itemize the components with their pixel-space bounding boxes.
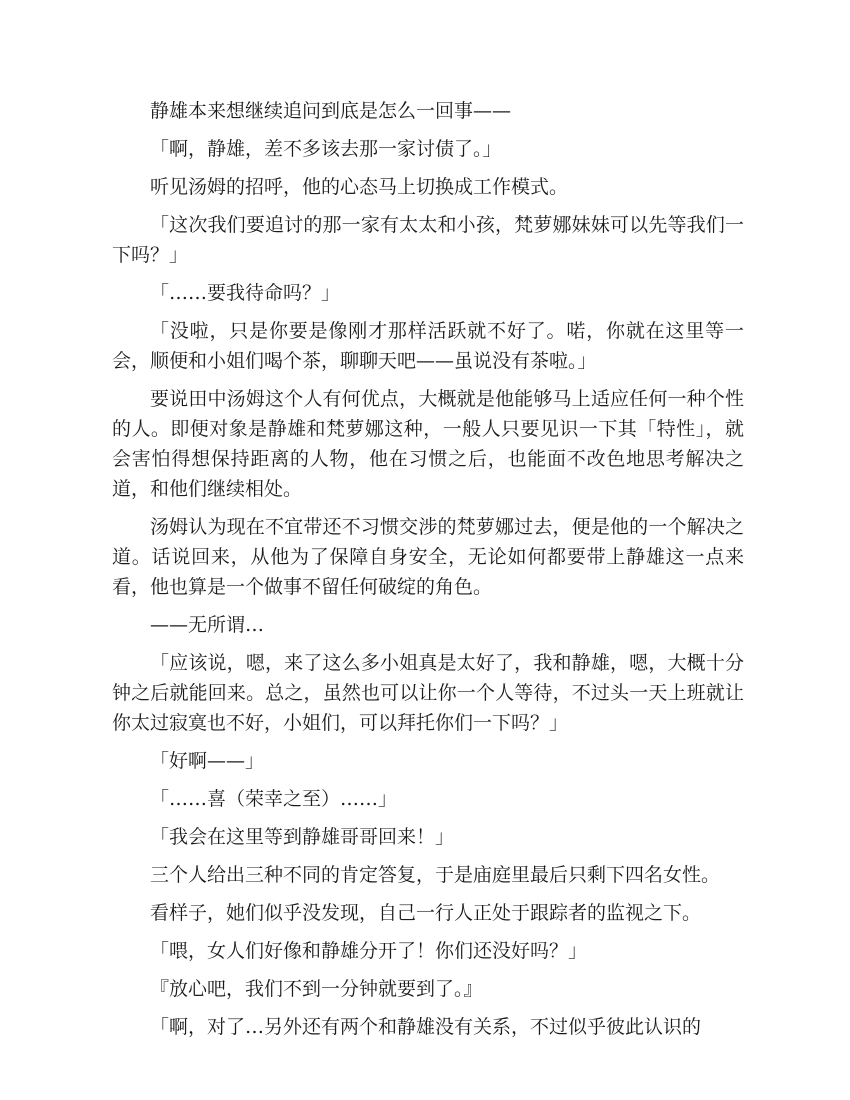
paragraph: 「没啦，只是你要是像刚才那样活跃就不好了。喏，你就在这里等一会，顺便和小姐们喝个茶，聊聊天吧——虽说没有茶啦。」: [112, 320, 744, 372]
text-body: [112, 96, 744, 1050]
paragraph: 要说田中汤姆这个人有何优点，大概就是他能够马上适应任何一种个性的人。即便对象是静雄和梵萝娜这种，一般人只要见识一下其「特性」，就会害怕得想保持距离的人物，他在习惯之后，也能面不改色地思考解决之道，和他们继续相处。: [112, 388, 744, 500]
paragraph: 「喂，女人们好像和静雄分开了！你们还没好吗？」: [150, 940, 588, 962]
paragraph: 静雄本来想继续追问到底是怎么一回事——: [150, 100, 512, 122]
paragraph: 听见汤姆的招呼，他的心态马上切换成工作模式。: [150, 176, 569, 198]
paragraph: 「啊，静雄，差不多该去那一家讨债了。」: [150, 138, 502, 160]
paragraph: 「啊，对了…另外还有两个和静雄没有关系，不过似乎彼此认识的: [150, 1016, 702, 1038]
paragraph: 「好啊——」: [150, 750, 265, 772]
paragraph: 三个人给出三种不同的肯定答复，于是庙庭里最后只剩下四名女性。: [150, 864, 721, 886]
paragraph: 汤姆认为现在不宜带还不习惯交涉的梵萝娜过去，便是他的一个解决之道。话说回来，从他为了保障自身安全，无论如何都要带上静雄这一点来看，他也算是一个做事不留任何破绽的角色。: [112, 516, 744, 598]
paragraph: 「……喜（荣幸之至）……」: [150, 788, 398, 810]
paragraph: 『放心吧，我们不到一分钟就要到了。』: [150, 978, 483, 1000]
paragraph: 看样子，她们似乎没发现，自己一行人正处于跟踪者的监视之下。: [150, 902, 702, 924]
paragraph: 「我会在这里等到静雄哥哥回来！」: [150, 826, 455, 848]
paragraph: ——无所谓…: [150, 614, 265, 636]
paragraph: 「应该说，嗯，来了这么多小姐真是太好了，我和静雄，嗯，大概十分钟之后就能回来。总之，虽然也可以让你一个人等待，不过头一天上班就让你太过寂寞也不好，小姐们，可以拜托你们一下吗？」: [112, 652, 744, 734]
paragraph: 「……要我待命吗？」: [150, 282, 341, 304]
paragraph: 「这次我们要追讨的那一家有太太和小孩，梵萝娜妹妹可以先等我们一下吗？」: [112, 214, 744, 266]
